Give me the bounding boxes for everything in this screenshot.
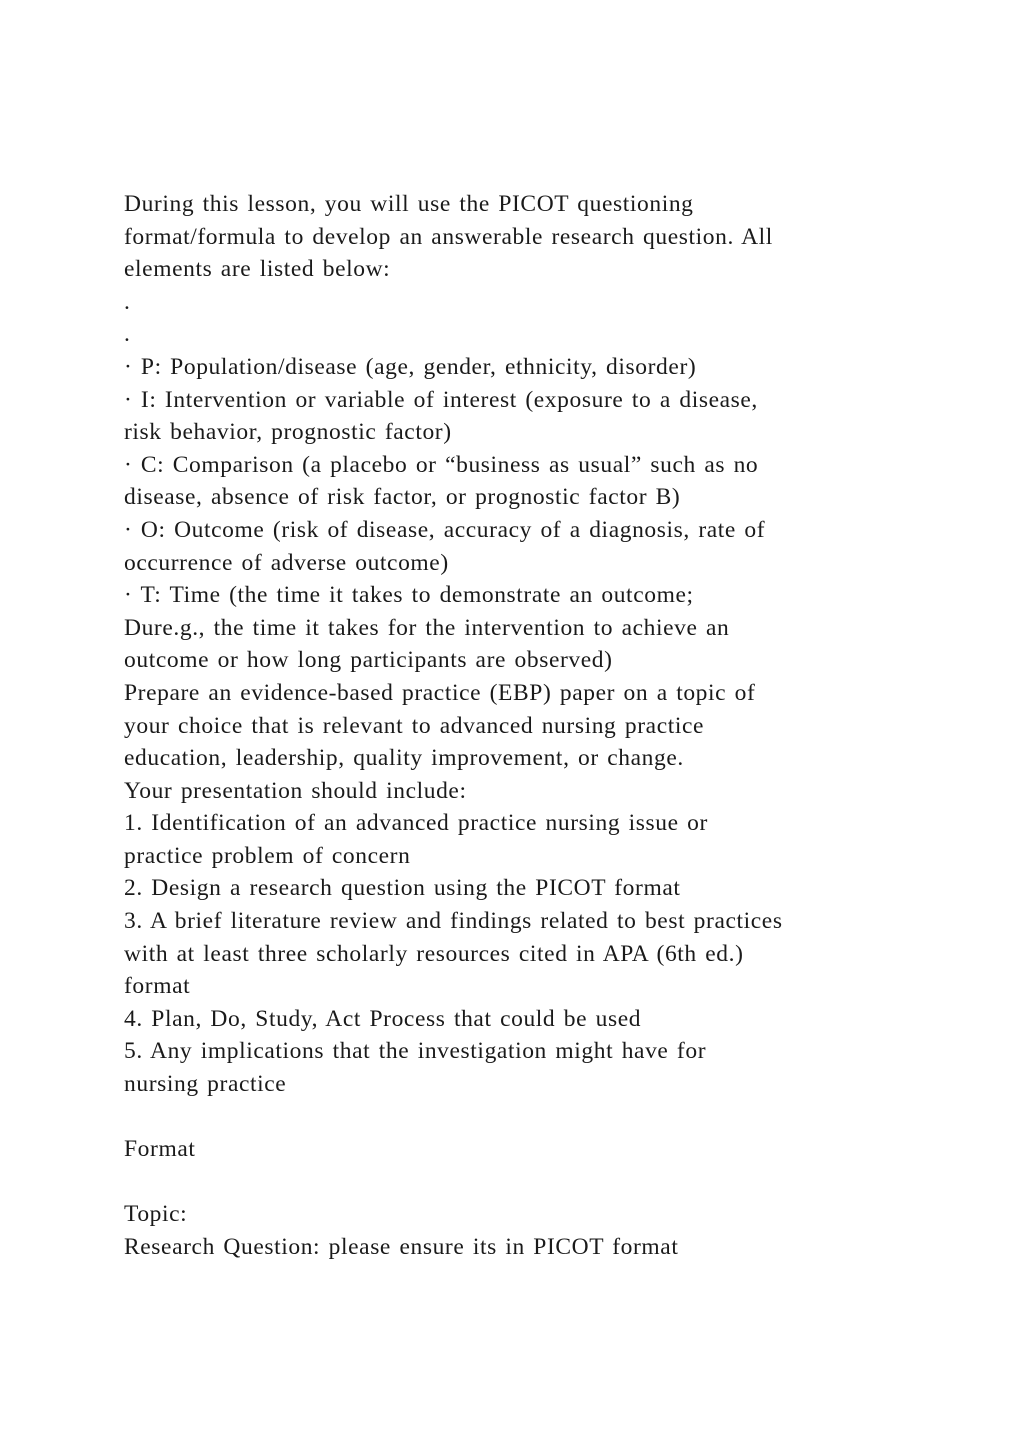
picot-comparison-line-2: disease, absence of risk factor, or prognostic factor B) <box>124 484 681 511</box>
item-3-line-3: format <box>124 973 191 1000</box>
document-body <box>124 188 914 1264</box>
picot-time-line-1: · T: Time (the time it takes to demonstrate an outcome; <box>124 582 694 609</box>
picot-population: · P: Population/disease (age, gender, ethnicity, disorder) <box>124 353 697 380</box>
bullet-dot-1: . <box>124 288 131 315</box>
spacer <box>124 1166 914 1199</box>
item-1-line-2: practice problem of concern <box>124 842 411 869</box>
assignment-line-4: Your presentation should include: <box>124 777 467 804</box>
research-question-label: Research Question: please ensure its in PICOT format <box>124 1234 679 1260</box>
topic-label: Topic: <box>124 1201 188 1228</box>
picot-intervention-line-2: risk behavior, prognostic factor) <box>124 419 452 446</box>
intro-line-3: elements are listed below: <box>124 256 391 283</box>
picot-comparison-line-1: · C: Comparison (a placebo or “business as usual” such as no <box>124 451 759 478</box>
bullet-dot-2: . <box>124 321 131 348</box>
item-5-line-1: 5. Any implications that the investigation might have for <box>124 1038 707 1065</box>
picot-intervention-line-1: · I: Intervention or variable of interest (exposure to a disease, <box>124 386 758 413</box>
picot-outcome-line-1: · O: Outcome (risk of disease, accuracy of a diagnosis, rate of <box>124 516 766 543</box>
format-heading: Format <box>124 1136 196 1163</box>
intro-line-1: During this lesson, you will use the PICOT questioning <box>124 191 694 217</box>
picot-time-line-3: outcome or how long participants are observed) <box>124 647 613 674</box>
intro-line-2: format/formula to develop an answerable research question. All <box>124 223 773 250</box>
assignment-line-2: your choice that is relevant to advanced nursing practice <box>124 712 705 739</box>
picot-outcome-line-2: occurrence of adverse outcome) <box>124 549 449 576</box>
item-1-line-1: 1. Identification of an advanced practice nursing issue or <box>124 810 708 837</box>
item-4: 4. Plan, Do, Study, Act Process that could be used <box>124 1005 642 1032</box>
item-3-line-1: 3. A brief literature review and findings related to best practices <box>124 908 783 935</box>
assignment-line-1: Prepare an evidence-based practice (EBP) paper on a topic of <box>124 679 756 706</box>
item-5-line-2: nursing practice <box>124 1071 287 1098</box>
assignment-line-3: education, leadership, quality improvement, or change. <box>124 745 684 772</box>
picot-time-line-2: Dure.g., the time it takes for the intervention to achieve an <box>124 614 730 641</box>
spacer <box>124 1101 914 1134</box>
item-3-line-2: with at least three scholarly resources cited in APA (6th ed.) <box>124 940 744 967</box>
item-2: 2. Design a research question using the PICOT format <box>124 875 681 902</box>
